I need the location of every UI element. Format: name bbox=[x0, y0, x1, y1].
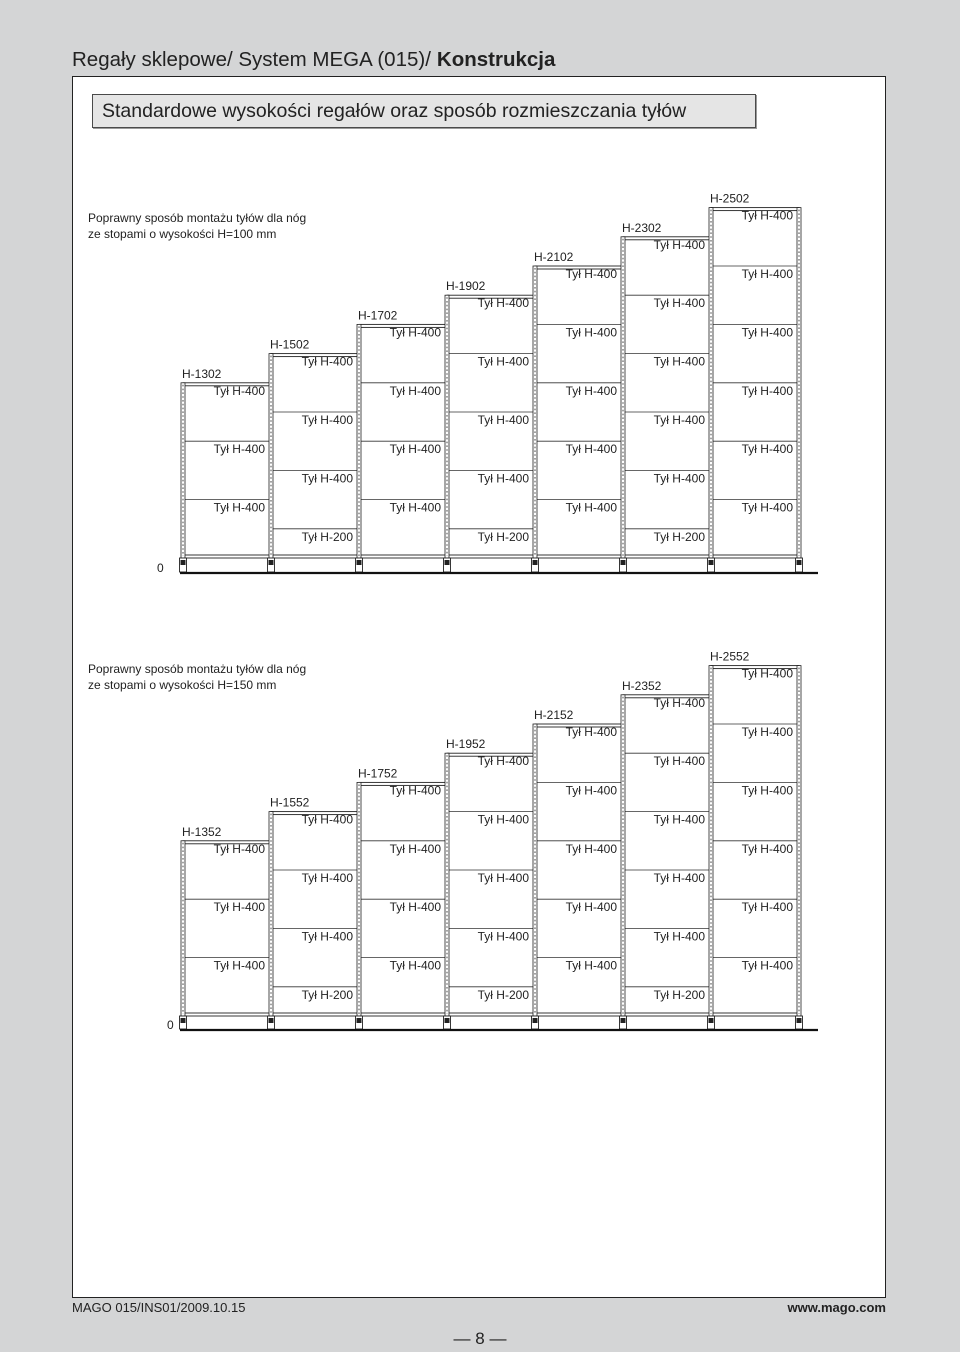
back-panel-label: Tył H-400 bbox=[565, 841, 617, 856]
rack-height-label: H-2102 bbox=[534, 250, 574, 264]
back-panel-label: Tył H-400 bbox=[477, 471, 529, 486]
back-panel-label: Tył H-400 bbox=[301, 471, 353, 486]
rack-height-label: H-2552 bbox=[710, 649, 750, 664]
caption-line: Poprawny sposób montażu tyłów dla nóg bbox=[88, 662, 307, 676]
back-panel-label: Tył H-400 bbox=[213, 442, 265, 457]
back-panel-label: Tył H-400 bbox=[213, 841, 265, 856]
back-panel-label: Tył H-400 bbox=[477, 413, 529, 427]
back-panel-label: Tył H-400 bbox=[389, 900, 441, 915]
back-panel-label: Tył H-400 bbox=[741, 500, 793, 515]
caption-line: Poprawny sposób montażu tyłów dla nóg bbox=[88, 211, 307, 225]
foot-block bbox=[181, 560, 186, 565]
caption-line: ze stopami o wysokości H=150 mm bbox=[88, 678, 277, 692]
rack-bay bbox=[535, 266, 623, 500]
back-panel-label: Tył H-400 bbox=[741, 958, 793, 973]
rack-height-label: H-2502 bbox=[710, 191, 750, 206]
back-panel-label: Tył H-400 bbox=[653, 237, 705, 252]
back-panel-label: Tył H-200 bbox=[301, 529, 353, 544]
back-panel-label: Tył H-400 bbox=[477, 754, 529, 769]
back-panel-label: Tył H-400 bbox=[565, 500, 617, 515]
back-panel-label: Tył H-400 bbox=[653, 871, 705, 885]
back-panel-label: Tył H-400 bbox=[741, 383, 793, 398]
back-panel-label: Tył H-400 bbox=[389, 783, 441, 798]
bottom-shelf bbox=[183, 1013, 799, 1016]
rack-height-label: H-1302 bbox=[182, 366, 222, 381]
rack-height-label: H-1952 bbox=[446, 737, 486, 752]
back-panel-label: Tył H-400 bbox=[741, 666, 793, 681]
back-panel-label: Tył H-400 bbox=[741, 725, 793, 739]
back-panel-label: Tył H-400 bbox=[477, 812, 529, 827]
back-panel-label: Tył H-400 bbox=[213, 383, 265, 398]
rack-height-label: H-1502 bbox=[270, 337, 310, 352]
bottom-shelf bbox=[183, 555, 799, 558]
back-panel-label: Tył H-400 bbox=[653, 471, 705, 486]
back-panel-label: Tył H-400 bbox=[741, 267, 793, 281]
foot-block bbox=[269, 560, 274, 565]
rack-height-label: H-1552 bbox=[270, 795, 310, 810]
back-panel-label: Tył H-400 bbox=[741, 900, 793, 915]
foot-block bbox=[181, 1018, 186, 1023]
back-panel-label: Tył H-400 bbox=[477, 871, 529, 885]
back-panel-label: Tył H-400 bbox=[653, 695, 705, 710]
back-panel-label: Tył H-400 bbox=[565, 325, 617, 340]
foot-block bbox=[445, 560, 450, 565]
rack-height-label: H-2152 bbox=[534, 708, 574, 722]
back-panel-label: Tył H-400 bbox=[477, 929, 529, 944]
rack-height-label: H-1352 bbox=[182, 824, 222, 839]
rack-bay bbox=[359, 324, 447, 499]
back-panel-label: Tył H-400 bbox=[741, 208, 793, 223]
back-panel-label: Tył H-400 bbox=[565, 383, 617, 398]
back-panel-label: Tył H-400 bbox=[653, 754, 705, 769]
page-title: Standardowe wysokości regałów oraz sposób rozmieszczania tyłów bbox=[102, 100, 687, 122]
foot-block bbox=[621, 1018, 626, 1023]
back-panel-label: Tył H-400 bbox=[301, 812, 353, 827]
rack-bay bbox=[447, 295, 535, 529]
back-panel-label: Tył H-400 bbox=[565, 900, 617, 915]
back-panel-label: Tył H-400 bbox=[741, 841, 793, 856]
rack-bay bbox=[271, 354, 359, 529]
back-panel-label: Tył H-400 bbox=[389, 442, 441, 457]
back-panel-label: Tył H-400 bbox=[477, 354, 529, 369]
foot-block bbox=[621, 560, 626, 565]
back-panel-label: Tył H-400 bbox=[301, 929, 353, 944]
back-panel-label: Tył H-400 bbox=[301, 354, 353, 369]
rack-bay bbox=[535, 724, 623, 958]
rack-height-label: H-1702 bbox=[358, 308, 398, 323]
breadcrumb: Regały sklepowe/ System MEGA (015)/ bbox=[72, 48, 431, 71]
back-panel-label: Tył H-400 bbox=[653, 354, 705, 369]
foot-block bbox=[269, 1018, 274, 1023]
back-panel-label: Tył H-400 bbox=[213, 500, 265, 515]
rack-bay bbox=[183, 383, 271, 500]
zero-level-label: 0 bbox=[157, 561, 164, 575]
back-panel-label: Tył H-200 bbox=[477, 529, 529, 544]
section-title: Konstrukcja bbox=[436, 48, 556, 71]
rack-height-label: H-1902 bbox=[446, 279, 486, 294]
foot-block bbox=[797, 560, 802, 565]
rack-bay bbox=[271, 812, 359, 987]
back-panel-label: Tył H-400 bbox=[741, 783, 793, 798]
page-number: — 8 — bbox=[453, 1329, 507, 1348]
back-panel-label: Tył H-200 bbox=[653, 987, 705, 1002]
back-panel-label: Tył H-200 bbox=[653, 529, 705, 544]
rack-height-label: H-2302 bbox=[622, 220, 662, 235]
back-panel-label: Tył H-400 bbox=[389, 500, 441, 515]
rack-diagram bbox=[157, 192, 818, 575]
back-panel-label: Tył H-400 bbox=[653, 812, 705, 827]
foot-block bbox=[797, 1018, 802, 1023]
foot-block bbox=[357, 560, 362, 565]
back-panel-label: Tył H-400 bbox=[213, 958, 265, 973]
back-panel-label: Tył H-400 bbox=[741, 442, 793, 457]
foot-block bbox=[709, 1018, 714, 1023]
back-panel-label: Tył H-400 bbox=[213, 900, 265, 915]
caption-line: ze stopami o wysokości H=100 mm bbox=[88, 227, 277, 241]
back-panel-label: Tył H-400 bbox=[565, 267, 617, 281]
foot-block bbox=[533, 1018, 538, 1023]
back-panel-label: Tył H-400 bbox=[565, 783, 617, 798]
document-code: MAGO 015/INS01/2009.10.15 bbox=[72, 1300, 246, 1315]
back-panel-label: Tył H-400 bbox=[653, 413, 705, 427]
rack-height-label: H-2352 bbox=[622, 678, 662, 693]
back-panel-label: Tył H-400 bbox=[389, 958, 441, 973]
back-panel-label: Tył H-400 bbox=[565, 442, 617, 457]
back-panel-label: Tył H-400 bbox=[565, 958, 617, 973]
rack-bay bbox=[447, 753, 535, 987]
foot-block bbox=[709, 560, 714, 565]
back-panel-label: Tył H-400 bbox=[301, 413, 353, 427]
foot-block bbox=[533, 560, 538, 565]
back-panel-label: Tył H-400 bbox=[389, 325, 441, 340]
rack-height-label: H-1752 bbox=[358, 766, 398, 781]
back-panel-label: Tył H-200 bbox=[301, 987, 353, 1002]
foot-block bbox=[445, 1018, 450, 1023]
back-panel-label: Tył H-400 bbox=[741, 325, 793, 340]
back-panel-label: Tył H-400 bbox=[653, 929, 705, 944]
rack-bay bbox=[183, 841, 271, 958]
back-panel-label: Tył H-200 bbox=[477, 987, 529, 1002]
back-panel-label: Tył H-400 bbox=[389, 383, 441, 398]
back-panel-label: Tył H-400 bbox=[565, 725, 617, 739]
rack-diagram bbox=[167, 650, 818, 1032]
website-text: www.mago.com bbox=[787, 1300, 886, 1315]
back-panel-label: Tył H-400 bbox=[477, 296, 529, 311]
back-panel-label: Tył H-400 bbox=[653, 296, 705, 311]
back-panel-label: Tył H-400 bbox=[301, 871, 353, 885]
foot-block bbox=[357, 1018, 362, 1023]
back-panel-label: Tył H-400 bbox=[389, 841, 441, 856]
rack-bay bbox=[359, 782, 447, 957]
zero-level-label: 0 bbox=[167, 1018, 174, 1032]
